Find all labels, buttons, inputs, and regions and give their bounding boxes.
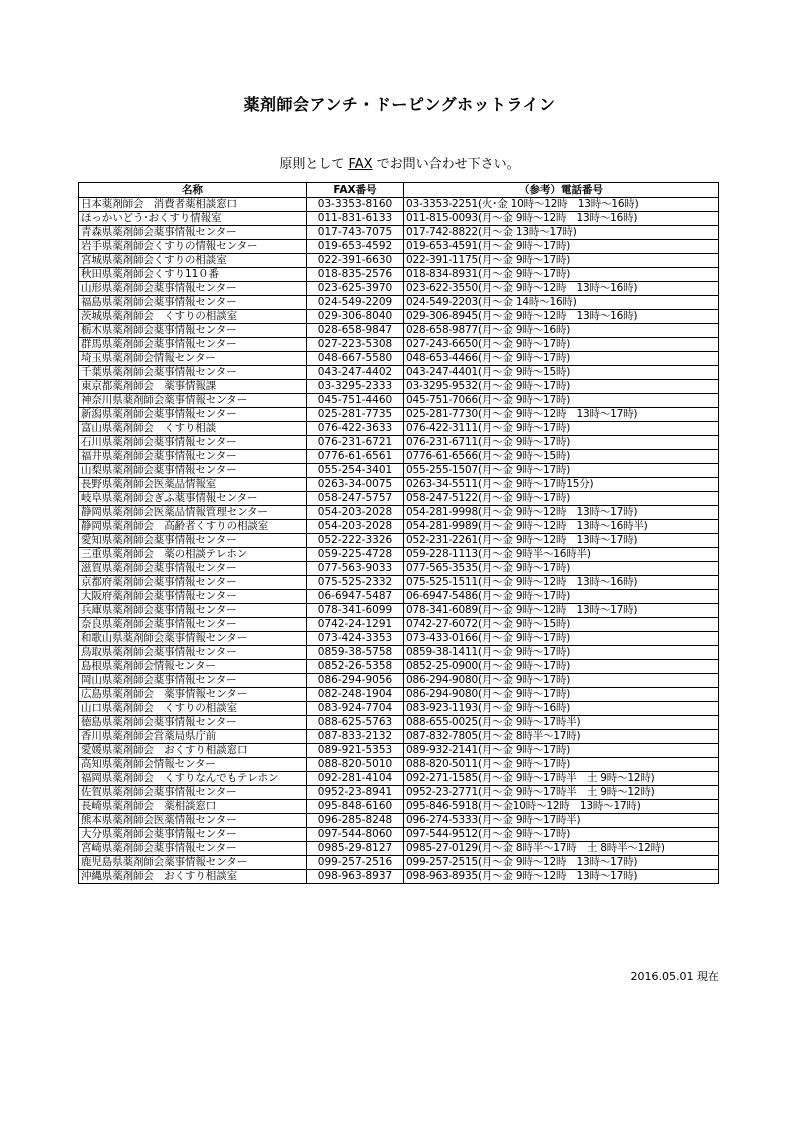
fax-cell: 096-285-8248 xyxy=(307,814,404,828)
tel-cell: 03-3353-2251(火･金 10時～12時 13時～16時) xyxy=(404,198,719,212)
table-row xyxy=(79,646,719,660)
tel-cell: 088-820-5011(月～金 9時～17時) xyxy=(404,758,719,772)
fax-cell: 022-391-6630 xyxy=(307,254,404,268)
fax-cell: 0852-26-5358 xyxy=(307,660,404,674)
fax-cell: 017-743-7075 xyxy=(307,226,404,240)
fax-cell: 0263-34-0075 xyxy=(307,478,404,492)
as-of-date: 2016.05.01 現在 xyxy=(630,970,719,983)
name-cell: 愛媛県薬剤師会 おくすり相談窓口 xyxy=(79,744,307,758)
tel-cell: 059-228-1113(月～金 9時半～16時半) xyxy=(404,548,719,562)
name-cell: ほっかいどう･おくすり情報室 xyxy=(79,212,307,226)
name-cell: 神奈川県薬剤師会薬事情報センター xyxy=(79,394,307,408)
name-cell: 岩手県薬剤師会くすりの情報センター xyxy=(79,240,307,254)
name-cell: 愛知県薬剤師会薬事情報センター xyxy=(79,534,307,548)
fax-cell: 087-833-2132 xyxy=(307,730,404,744)
table-row xyxy=(79,296,719,310)
fax-cell: 095-848-6160 xyxy=(307,800,404,814)
header-tel: （参考）電話番号 xyxy=(404,183,719,198)
table-row xyxy=(79,506,719,520)
name-cell: 和歌山県薬剤師会薬事情報センター xyxy=(79,632,307,646)
name-cell: 大分県薬剤師会薬事情報センター xyxy=(79,828,307,842)
header-fax: FAX番号 xyxy=(307,183,404,198)
tel-cell: 018-834-8931(月～金 9時～17時) xyxy=(404,268,719,282)
tel-cell: 027-243-6650(月～金 9時～17時) xyxy=(404,338,719,352)
fax-cell: 06-6947-5487 xyxy=(307,590,404,604)
tel-cell: 076-231-6711(月～金 9時～17時) xyxy=(404,436,719,450)
fax-cell: 043-247-4402 xyxy=(307,366,404,380)
tel-cell: 0263-34-5511(月～金 9時～17時15分) xyxy=(404,478,719,492)
name-cell: 熊本県薬剤師会医薬情報センター xyxy=(79,814,307,828)
table-row xyxy=(79,576,719,590)
name-cell: 富山県薬剤師会 くすり相談 xyxy=(79,422,307,436)
name-cell: 兵庫県薬剤師会薬事情報センター xyxy=(79,604,307,618)
fax-cell: 086-294-9056 xyxy=(307,674,404,688)
tel-cell: 023-622-3550(月～金 9時～12時 13時～16時) xyxy=(404,282,719,296)
name-cell: 奈良県薬剤師会薬事情報センター xyxy=(79,618,307,632)
table-row xyxy=(79,282,719,296)
table-row xyxy=(79,254,719,268)
page-title: 薬剤師会アンチ・ドーピングホットライン xyxy=(243,95,556,114)
fax-cell: 099-257-2516 xyxy=(307,856,404,870)
name-cell: 日本薬剤師会 消費者薬相談窓口 xyxy=(79,198,307,212)
tel-cell: 0776-61-6566(月～金 9時～15時) xyxy=(404,450,719,464)
fax-cell: 023-625-3970 xyxy=(307,282,404,296)
name-cell: 岡山県薬剤師会薬事情報センター xyxy=(79,674,307,688)
table-row xyxy=(79,716,719,730)
name-cell: 石川県薬剤師会薬事情報センター xyxy=(79,436,307,450)
fax-cell: 059-225-4728 xyxy=(307,548,404,562)
name-cell: 鹿児島県薬剤師会薬事情報センター xyxy=(79,856,307,870)
tel-cell: 075-525-1511(月～金 9時～12時 13時～16時) xyxy=(404,576,719,590)
fax-cell: 082-248-1904 xyxy=(307,688,404,702)
table-row xyxy=(79,758,719,772)
subtitle-before: 原則として xyxy=(279,157,349,172)
tel-cell: 025-281-7730(月～金 9時～12時 13時～17時) xyxy=(404,408,719,422)
fax-cell: 075-525-2332 xyxy=(307,576,404,590)
header-name: 名称 xyxy=(79,183,307,198)
name-cell: 沖縄県薬剤師会 おくすり相談室 xyxy=(79,870,307,884)
table-row xyxy=(79,702,719,716)
tel-cell: 0859-38-1411(月～金 9時～17時) xyxy=(404,646,719,660)
fax-cell: 0742-24-1291 xyxy=(307,618,404,632)
fax-cell: 055-254-3401 xyxy=(307,464,404,478)
fax-cell: 029-306-8040 xyxy=(307,310,404,324)
fax-cell: 054-203-2028 xyxy=(307,520,404,534)
table-row xyxy=(79,380,719,394)
table-row xyxy=(79,268,719,282)
table-row xyxy=(79,562,719,576)
table-row xyxy=(79,338,719,352)
table-row xyxy=(79,240,719,254)
subtitle-after: でお問い合わせ下さい。 xyxy=(372,157,520,172)
table-body xyxy=(79,198,719,884)
table-row xyxy=(79,744,719,758)
table-row xyxy=(79,520,719,534)
tel-cell: 017-742-8822(月～金 13時～17時) xyxy=(404,226,719,240)
fax-cell: 027-223-5308 xyxy=(307,338,404,352)
table-row xyxy=(79,604,719,618)
table-row xyxy=(79,674,719,688)
table-row xyxy=(79,226,719,240)
table-row xyxy=(79,618,719,632)
name-cell: 山形県薬剤師会薬事情報センター xyxy=(79,282,307,296)
table-row xyxy=(79,450,719,464)
tel-cell: 077-565-3535(月～金 9時～17時) xyxy=(404,562,719,576)
tel-cell: 022-391-1175(月～金 9時～17時) xyxy=(404,254,719,268)
fax-cell: 089-921-5353 xyxy=(307,744,404,758)
name-cell: 静岡県薬剤師会 高齢者くすりの相談室 xyxy=(79,520,307,534)
name-cell: 香川県薬剤師会営薬局県庁前 xyxy=(79,730,307,744)
tel-cell: 099-257-2515(月～金 9時～12時 13時～17時) xyxy=(404,856,719,870)
table-row xyxy=(79,772,719,786)
fax-cell: 088-625-5763 xyxy=(307,716,404,730)
hotline-table xyxy=(78,182,719,884)
table-row xyxy=(79,478,719,492)
table-row xyxy=(79,800,719,814)
name-cell: 広島県薬剤師会 薬事情報センター xyxy=(79,688,307,702)
tel-cell: 086-294-9080(月～金 9時～17時) xyxy=(404,688,719,702)
table-row xyxy=(79,842,719,856)
table-row xyxy=(79,828,719,842)
name-cell: 千葉県薬剤師会薬事情報センター xyxy=(79,366,307,380)
fax-cell: 098-963-8937 xyxy=(307,870,404,884)
fax-cell: 011-831-6133 xyxy=(307,212,404,226)
name-cell: 宮崎県薬剤師会薬事情報センター xyxy=(79,842,307,856)
name-cell: 静岡県薬剤師会医薬品情報管理センター xyxy=(79,506,307,520)
fax-cell: 03-3353-8160 xyxy=(307,198,404,212)
name-cell: 秋田県薬剤師会くすり11０番 xyxy=(79,268,307,282)
table-row xyxy=(79,198,719,212)
tel-cell: 098-963-8935(月～金 9時～12時 13時～17時) xyxy=(404,870,719,884)
tel-cell: 087-832-7805(月～金 8時半～17時) xyxy=(404,730,719,744)
tel-cell: 083-923-1193(月～金 9時～16時) xyxy=(404,702,719,716)
fax-cell: 058-247-5757 xyxy=(307,492,404,506)
table-row xyxy=(79,464,719,478)
name-cell: 京都府薬剤師会薬事情報センター xyxy=(79,576,307,590)
tel-cell: 095-846-5918(月～金10時～12時 13時～17時) xyxy=(404,800,719,814)
fax-cell: 077-563-9033 xyxy=(307,562,404,576)
name-cell: 大阪府薬剤師会薬事情報センター xyxy=(79,590,307,604)
table-row xyxy=(79,660,719,674)
table-row xyxy=(79,352,719,366)
name-cell: 徳島県薬剤師会薬事情報センター xyxy=(79,716,307,730)
fax-cell: 076-231-6721 xyxy=(307,436,404,450)
name-cell: 鳥取県薬剤師会薬事情報センター xyxy=(79,646,307,660)
tel-cell: 03-3295-9532(月～金 9時～17時) xyxy=(404,380,719,394)
tel-cell: 088-655-0025(月～金 9時～17時半) xyxy=(404,716,719,730)
tel-cell: 06-6947-5486(月～金 9時～17時) xyxy=(404,590,719,604)
name-cell: 青森県薬剤師会薬事情報センター xyxy=(79,226,307,240)
fax-cell: 0985-29-8127 xyxy=(307,842,404,856)
tel-cell: 024-549-2203(月～金 14時～16時) xyxy=(404,296,719,310)
tel-cell: 0742-27-6072(月～金 9時～15時) xyxy=(404,618,719,632)
tel-cell: 045-751-7066(月～金 9時～17時) xyxy=(404,394,719,408)
name-cell: 埼玉県薬剤師会情報センター xyxy=(79,352,307,366)
tel-cell: 0985-27-0129(月～金 8時半～17時 土 8時半～12時) xyxy=(404,842,719,856)
table-row xyxy=(79,366,719,380)
tel-cell: 011-815-0093(月～金 9時～12時 13時～16時) xyxy=(404,212,719,226)
tel-cell: 078-341-6089(月～金 9時～12時 13時～17時) xyxy=(404,604,719,618)
table-row xyxy=(79,548,719,562)
table-row xyxy=(79,212,719,226)
name-cell: 栃木県薬剤師会薬事情報センター xyxy=(79,324,307,338)
tel-cell: 089-932-2141(月～金 9時～17時) xyxy=(404,744,719,758)
tel-cell: 0852-25-0900(月～金 9時～17時) xyxy=(404,660,719,674)
fax-cell: 052-222-3326 xyxy=(307,534,404,548)
name-cell: 長野県薬剤師会医薬品情報室 xyxy=(79,478,307,492)
table-row xyxy=(79,590,719,604)
table-row xyxy=(79,534,719,548)
name-cell: 高知県薬剤師会情報センター xyxy=(79,758,307,772)
fax-cell: 076-422-3633 xyxy=(307,422,404,436)
tel-cell: 054-281-9989(月～金 9時～12時 13時～16時半) xyxy=(404,520,719,534)
table-row xyxy=(79,324,719,338)
table-row xyxy=(79,856,719,870)
tel-cell: 055-255-1507(月～金 9時～17時) xyxy=(404,464,719,478)
fax-cell: 024-549-2209 xyxy=(307,296,404,310)
fax-cell: 019-653-4592 xyxy=(307,240,404,254)
fax-cell: 083-924-7704 xyxy=(307,702,404,716)
table-row xyxy=(79,492,719,506)
name-cell: 茨城県薬剤師会 くすりの相談室 xyxy=(79,310,307,324)
fax-cell: 048-667-5580 xyxy=(307,352,404,366)
name-cell: 新潟県薬剤師会薬事情報センター xyxy=(79,408,307,422)
subtitle-fax: FAX xyxy=(348,157,373,172)
table-row xyxy=(79,408,719,422)
tel-cell: 0952-23-2771(月～金 9時～17時半 土 9時～12時) xyxy=(404,786,719,800)
name-cell: 福井県薬剤師会薬事情報センター xyxy=(79,450,307,464)
name-cell: 三重県薬剤師会 薬の相談テレホン xyxy=(79,548,307,562)
tel-cell: 019-653-4591(月～金 9時～17時) xyxy=(404,240,719,254)
name-cell: 山口県薬剤師会 くすりの相談室 xyxy=(79,702,307,716)
tel-cell: 029-306-8945(月～金 9時～12時 13時～16時) xyxy=(404,310,719,324)
table-row xyxy=(79,688,719,702)
name-cell: 東京都薬剤師会 薬事情報課 xyxy=(79,380,307,394)
table-row xyxy=(79,310,719,324)
name-cell: 長崎県薬剤師会 薬相談窓口 xyxy=(79,800,307,814)
fax-cell: 045-751-4460 xyxy=(307,394,404,408)
fax-cell: 073-424-3353 xyxy=(307,632,404,646)
tel-cell: 092-271-1585(月～金 9時～17時半 土 9時～12時) xyxy=(404,772,719,786)
fax-cell: 078-341-6099 xyxy=(307,604,404,618)
table-row xyxy=(79,394,719,408)
tel-cell: 073-433-0166(月～金 9時～17時) xyxy=(404,632,719,646)
name-cell: 群馬県薬剤師会薬事情報センター xyxy=(79,338,307,352)
table-header-row xyxy=(79,183,719,198)
fax-cell: 088-820-5010 xyxy=(307,758,404,772)
name-cell: 佐賀県薬剤師会薬事情報センター xyxy=(79,786,307,800)
tel-cell: 054-281-9998(月～金 9時～12時 13時～17時) xyxy=(404,506,719,520)
fax-cell: 028-658-9847 xyxy=(307,324,404,338)
tel-cell: 086-294-9080(月～金 9時～17時) xyxy=(404,674,719,688)
tel-cell: 048-653-4466(月～金 9時～17時) xyxy=(404,352,719,366)
fax-cell: 092-281-4104 xyxy=(307,772,404,786)
fax-cell: 054-203-2028 xyxy=(307,506,404,520)
fax-cell: 0952-23-8941 xyxy=(307,786,404,800)
fax-cell: 025-281-7735 xyxy=(307,408,404,422)
name-cell: 滋賀県薬剤師会薬事情報センター xyxy=(79,562,307,576)
tel-cell: 096-274-5333(月～金 9時～17時半) xyxy=(404,814,719,828)
name-cell: 岐阜県薬剤師会ぎふ薬事情報センター xyxy=(79,492,307,506)
table-row xyxy=(79,436,719,450)
fax-cell: 097-544-8060 xyxy=(307,828,404,842)
tel-cell: 043-247-4401(月～金 9時～15時) xyxy=(404,366,719,380)
name-cell: 福島県薬剤師会薬事情報センター xyxy=(79,296,307,310)
tel-cell: 028-658-9877(月～金 9時～16時) xyxy=(404,324,719,338)
name-cell: 福岡県薬剤師会 くすりなんでもテレホン xyxy=(79,772,307,786)
table-row xyxy=(79,632,719,646)
fax-cell: 0859-38-5758 xyxy=(307,646,404,660)
name-cell: 山梨県薬剤師会薬事情報センター xyxy=(79,464,307,478)
fax-cell: 03-3295-2333 xyxy=(307,380,404,394)
tel-cell: 076-422-3111(月～金 9時～17時) xyxy=(404,422,719,436)
table-row xyxy=(79,870,719,884)
table-row xyxy=(79,786,719,800)
table-row xyxy=(79,814,719,828)
name-cell: 島根県薬剤師会情報センター xyxy=(79,660,307,674)
tel-cell: 052-231-2261(月～金 9時～12時 13時～17時) xyxy=(404,534,719,548)
table-row xyxy=(79,730,719,744)
tel-cell: 058-247-5122(月～金 9時～17時) xyxy=(404,492,719,506)
name-cell: 宮城県薬剤師会くすりの相談室 xyxy=(79,254,307,268)
page-subtitle xyxy=(0,153,799,172)
tel-cell: 097-544-9512(月～金 9時～17時) xyxy=(404,828,719,842)
fax-cell: 0776-61-6561 xyxy=(307,450,404,464)
fax-cell: 018-835-2576 xyxy=(307,268,404,282)
table-row xyxy=(79,422,719,436)
